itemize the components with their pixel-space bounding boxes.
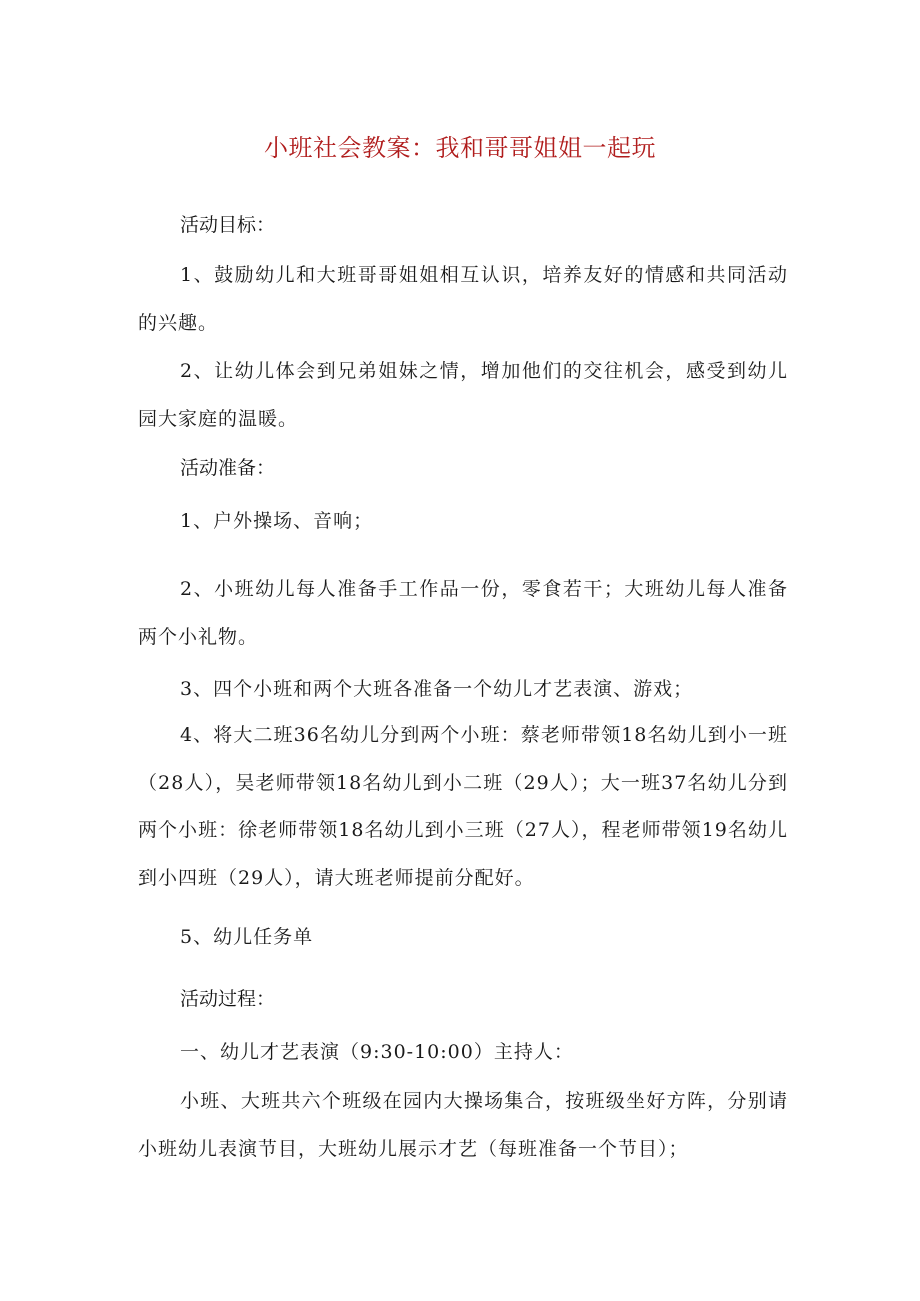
paragraph: 1、鼓励幼儿和大班哥哥姐姐相互认识，培养友好的情感和共同活动的兴趣。	[138, 264, 788, 334]
paragraph: 一、幼儿才艺表演（9:30-10:00）主持人：	[180, 1041, 574, 1063]
paragraph: 2、让幼儿体会到兄弟姐妹之情，增加他们的交往机会，感受到幼儿园大家庭的温暖。	[138, 360, 788, 430]
paragraph: 2、小班幼儿每人准备手工作品一份，零食若干；大班幼儿每人准备两个小礼物。	[138, 578, 788, 648]
section-heading-goals: 活动目标：	[180, 214, 276, 236]
section-heading-process: 活动过程：	[180, 988, 276, 1010]
document-title: 小班社会教案：我和哥哥姐姐一起玩	[264, 134, 656, 162]
section-heading-preparation: 活动准备：	[180, 457, 276, 479]
paragraph: 小班、大班共六个班级在园内大操场集合，按班级坐好方阵，分别请小班幼儿表演节目，大班幼儿展示才艺（每班准备一个节目）；	[138, 1090, 788, 1160]
paragraph: 5、幼儿任务单	[180, 926, 314, 948]
paragraph: 1、户外操场、音响；	[180, 510, 374, 532]
paragraph: 3、四个小班和两个大班各准备一个幼儿才艺表演、游戏；	[180, 678, 694, 700]
paragraph: 4、将大二班36名幼儿分到两个小班：蔡老师带领18名幼儿到小一班（28人），吴老师带领18名幼儿到小二班（29人）；大一班37名幼儿分到两个小班：徐老师带领18名幼儿到小三班（27人），程老师带领19名幼儿到小四班（29人），请大班老师提前分配好。	[138, 724, 788, 889]
